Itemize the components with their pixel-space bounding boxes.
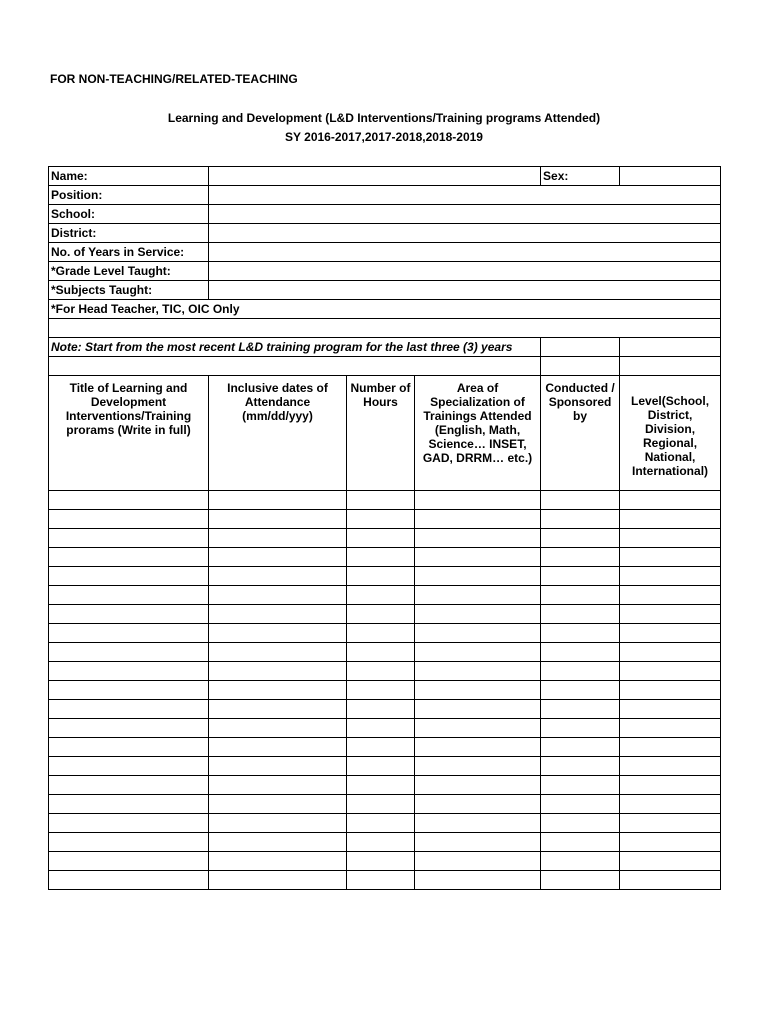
training-entry-row [49,757,721,776]
training-entry-row [49,776,721,795]
subjects-row [49,281,721,300]
training-entry-cell[interactable] [620,605,721,624]
training-entry-cell[interactable] [347,643,415,662]
training-entry-cell[interactable] [209,757,347,776]
training-entry-cell[interactable] [49,757,209,776]
training-entry-cell[interactable] [541,852,620,871]
training-entry-cell[interactable] [49,681,209,700]
training-entry-cell[interactable] [541,719,620,738]
column-header-level: Level(School, District, Division, Regional, National, International) [620,376,721,491]
training-entry-cell[interactable] [541,871,620,890]
training-entry-cell[interactable] [49,548,209,567]
form-category-label: FOR NON-TEACHING/RELATED-TEACHING [50,72,298,86]
training-entry-cell[interactable] [347,719,415,738]
training-form-table [48,166,721,890]
training-entry-cell[interactable] [49,700,209,719]
training-entry-cell[interactable] [347,529,415,548]
training-entry-cell[interactable] [415,814,541,833]
training-entry-cell[interactable] [347,757,415,776]
training-entry-row [49,491,721,510]
training-entry-cell[interactable] [347,871,415,890]
training-entry-cell[interactable] [209,814,347,833]
subjects-taught-label: *Subjects Taught: [49,281,209,300]
training-entry-row [49,833,721,852]
column-header-title: Title of Learning and Development Interventions/Training prorams (Write in full) [49,376,209,491]
training-entry-cell[interactable] [620,510,721,529]
spacer-cell [49,319,721,338]
training-entry-cell[interactable] [541,491,620,510]
training-entry-cell[interactable] [347,624,415,643]
position-input-cell[interactable] [209,186,721,205]
position-label: Position: [49,186,209,205]
training-entry-cell[interactable] [541,757,620,776]
training-entry-cell[interactable] [541,624,620,643]
training-entry-row [49,852,721,871]
training-entry-cell[interactable] [541,548,620,567]
training-entry-cell[interactable] [415,624,541,643]
training-entry-cell[interactable] [49,510,209,529]
training-entry-cell[interactable] [209,662,347,681]
spacer-row [49,357,721,376]
training-entry-cell[interactable] [620,624,721,643]
training-entry-row [49,738,721,757]
training-entry-cell[interactable] [415,605,541,624]
training-entry-cell[interactable] [209,681,347,700]
training-entry-cell[interactable] [415,510,541,529]
training-entry-cell[interactable] [620,491,721,510]
column-header-row [49,376,721,491]
training-entry-cell[interactable] [620,719,721,738]
training-entry-cell[interactable] [620,681,721,700]
training-entry-cell[interactable] [620,548,721,567]
training-entry-cell[interactable] [541,738,620,757]
training-entry-cell[interactable] [49,624,209,643]
training-entry-cell[interactable] [541,605,620,624]
training-entry-cell[interactable] [620,776,721,795]
training-entry-cell[interactable] [541,662,620,681]
training-entry-cell[interactable] [49,833,209,852]
training-entry-cell[interactable] [209,624,347,643]
training-entry-cell[interactable] [347,700,415,719]
training-entry-cell[interactable] [347,586,415,605]
training-entry-cell[interactable] [415,795,541,814]
training-entry-cell[interactable] [541,700,620,719]
training-entry-cell[interactable] [620,662,721,681]
training-entry-cell[interactable] [209,700,347,719]
training-entry-cell[interactable] [620,814,721,833]
name-row [49,167,721,186]
training-entry-cell[interactable] [209,795,347,814]
sex-input-cell[interactable] [620,167,721,186]
years-in-service-label: No. of Years in Service: [49,243,209,262]
grade-row [49,262,721,281]
training-entry-cell[interactable] [347,852,415,871]
training-entry-cell[interactable] [347,491,415,510]
training-entry-row [49,662,721,681]
training-entry-cell[interactable] [209,833,347,852]
training-entry-cell[interactable] [620,833,721,852]
form-title: Learning and Development (L&D Interventions/Training programs Attended) [167,111,601,125]
spacer-cell [541,357,620,376]
training-entry-cell[interactable] [209,719,347,738]
column-header-hours: Number of Hours [347,376,415,491]
training-entry-cell[interactable] [620,795,721,814]
training-entry-row [49,795,721,814]
training-entry-cell[interactable] [347,510,415,529]
training-entry-cell[interactable] [209,548,347,567]
training-entry-cell[interactable] [415,643,541,662]
training-entry-cell[interactable] [49,662,209,681]
training-entry-cell[interactable] [415,567,541,586]
training-entry-cell[interactable] [209,643,347,662]
training-entry-row [49,510,721,529]
training-entry-cell[interactable] [49,529,209,548]
training-entry-cell[interactable] [347,833,415,852]
district-row [49,224,721,243]
training-entry-cell[interactable] [415,491,541,510]
name-input-cell[interactable] [209,167,541,186]
training-entry-cell[interactable] [209,491,347,510]
training-entry-cell[interactable] [620,700,721,719]
training-entry-cell[interactable] [620,852,721,871]
training-entry-row [49,548,721,567]
training-entry-cell[interactable] [620,871,721,890]
training-entry-cell[interactable] [49,643,209,662]
training-entry-cell[interactable] [415,833,541,852]
training-entry-cell[interactable] [541,567,620,586]
training-entry-cell[interactable] [541,510,620,529]
training-entry-cell[interactable] [49,586,209,605]
training-entry-cell[interactable] [209,852,347,871]
training-entry-row [49,624,721,643]
training-entry-cell[interactable] [49,795,209,814]
training-entry-row [49,681,721,700]
training-entry-row [49,814,721,833]
note-row-cell [620,338,721,357]
training-entry-cell[interactable] [620,757,721,776]
subjects-taught-input-cell[interactable] [209,281,721,300]
training-entry-cell[interactable] [49,814,209,833]
training-entry-cell[interactable] [541,643,620,662]
training-entry-row [49,700,721,719]
training-entry-cell[interactable] [347,567,415,586]
sex-label: Sex: [541,167,620,186]
head-teacher-note: *For Head Teacher, TIC, OIC Only [49,300,721,319]
training-entry-cell[interactable] [209,567,347,586]
training-entry-row [49,643,721,662]
training-entry-cell[interactable] [415,852,541,871]
training-entry-row [49,605,721,624]
training-entry-cell[interactable] [541,795,620,814]
training-entry-cell[interactable] [415,548,541,567]
training-entry-row [49,567,721,586]
training-entry-cell[interactable] [620,643,721,662]
training-entry-cell[interactable] [541,586,620,605]
training-entry-cell[interactable] [209,738,347,757]
training-entry-cell[interactable] [209,510,347,529]
training-entry-cell[interactable] [49,719,209,738]
training-entry-cell[interactable] [415,719,541,738]
years-row [49,243,721,262]
training-entry-row [49,871,721,890]
training-entry-cell[interactable] [347,548,415,567]
column-header-sponsor: Conducted / Sponsored by [541,376,620,491]
school-row [49,205,721,224]
training-entry-cell[interactable] [620,529,721,548]
training-entry-cell[interactable] [541,681,620,700]
training-entry-cell[interactable] [49,776,209,795]
district-input-cell[interactable] [209,224,721,243]
position-row [49,186,721,205]
training-entry-cell[interactable] [415,700,541,719]
training-entry-cell[interactable] [49,852,209,871]
note-row-cell [541,338,620,357]
training-entry-cell[interactable] [49,567,209,586]
training-entry-cell[interactable] [347,776,415,795]
years-in-service-input-cell[interactable] [209,243,721,262]
head-teacher-note-row [49,300,721,319]
training-entry-cell[interactable] [209,871,347,890]
training-entry-cell[interactable] [49,871,209,890]
school-label: School: [49,205,209,224]
training-entry-cell[interactable] [347,814,415,833]
column-header-dates: Inclusive dates of Attendance (mm/dd/yyy) [209,376,347,491]
training-entry-row [49,719,721,738]
training-entry-cell[interactable] [347,795,415,814]
training-entry-cell[interactable] [541,529,620,548]
name-label: Name: [49,167,209,186]
training-entry-cell[interactable] [541,776,620,795]
spacer-cell [49,357,541,376]
training-entry-cell[interactable] [620,567,721,586]
training-entry-cell[interactable] [49,605,209,624]
training-entry-cell[interactable] [415,776,541,795]
training-entry-cell[interactable] [415,529,541,548]
training-entry-cell[interactable] [49,738,209,757]
note-row [49,338,721,357]
training-entry-cell[interactable] [620,586,721,605]
grade-level-label: *Grade Level Taught: [49,262,209,281]
training-entry-cell[interactable] [541,814,620,833]
spacer-cell [620,357,721,376]
district-label: District: [49,224,209,243]
training-entry-cell[interactable] [415,586,541,605]
training-entry-cell[interactable] [209,586,347,605]
grade-level-input-cell[interactable] [209,262,721,281]
training-entry-cell[interactable] [415,662,541,681]
training-entry-cell[interactable] [415,738,541,757]
training-entry-cell[interactable] [209,776,347,795]
training-entry-cell[interactable] [620,738,721,757]
training-entry-cell[interactable] [347,738,415,757]
school-input-cell[interactable] [209,205,721,224]
training-entry-cell[interactable] [415,757,541,776]
training-entry-cell[interactable] [49,491,209,510]
training-entry-cell[interactable] [415,871,541,890]
training-entry-cell[interactable] [209,529,347,548]
training-entry-cell[interactable] [209,605,347,624]
column-header-specialization: Area of Specialization of Trainings Attended (English, Math, Science… INSET, GAD, DRRM… etc.) [415,376,541,491]
training-entry-cell[interactable] [347,662,415,681]
training-entry-cell[interactable] [541,833,620,852]
training-entry-cell[interactable] [347,681,415,700]
training-entry-row [49,529,721,548]
instruction-note: Note: Start from the most recent L&D training program for the last three (3) years [49,338,541,357]
training-entry-cell[interactable] [347,605,415,624]
spacer-row [49,319,721,338]
training-entry-cell[interactable] [415,681,541,700]
training-entry-row [49,586,721,605]
form-school-years: SY 2016-2017,2017-2018,2018-2019 [285,130,483,144]
